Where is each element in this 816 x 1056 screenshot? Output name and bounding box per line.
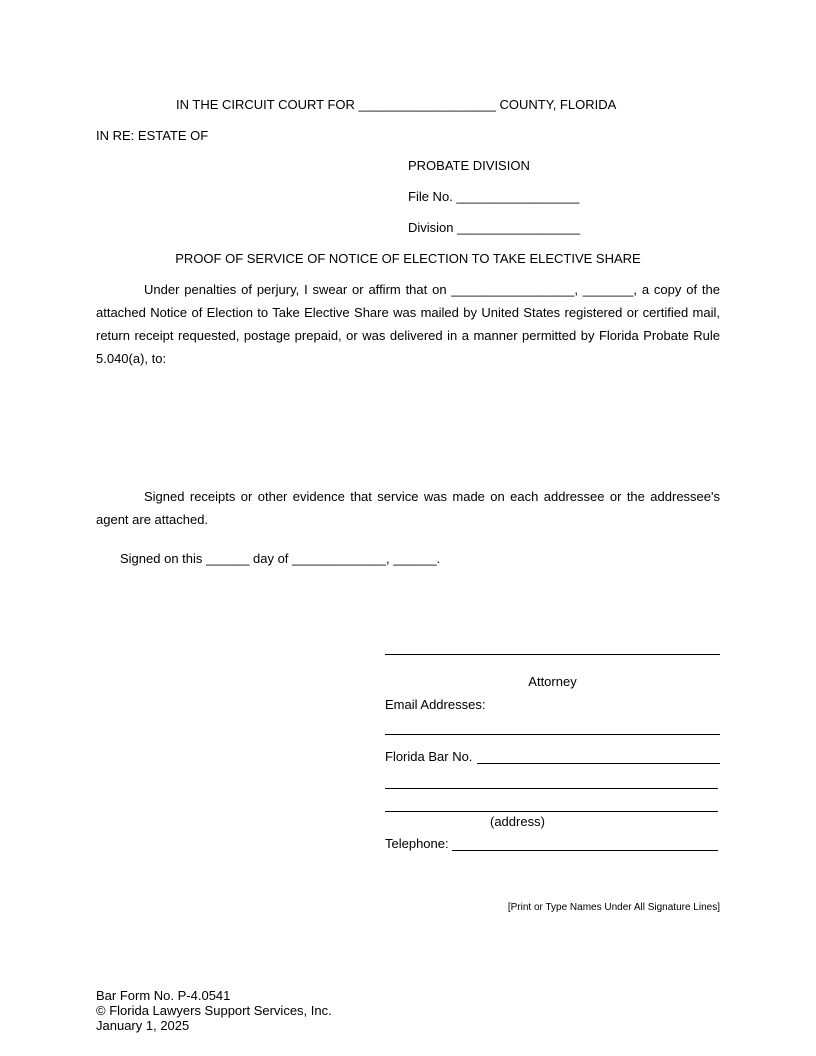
in-re-estate: IN RE: ESTATE OF: [96, 128, 209, 143]
court-line: IN THE CIRCUIT COURT FOR ___________________ COUNTY, FLORIDA: [176, 97, 617, 112]
receipts-paragraph: Signed receipts or other evidence that service was made on each addressee or the addressee's agent are attached.: [96, 489, 720, 527]
copyright-line: © Florida Lawyers Support Services, Inc.: [96, 1003, 332, 1018]
florida-bar-label: Florida Bar No.: [385, 749, 473, 764]
bar-number-line: [477, 763, 720, 764]
address-line-1: [385, 788, 718, 789]
address-line-2: [385, 811, 718, 812]
email-addresses-label: Email Addresses:: [385, 697, 486, 712]
form-date: January 1, 2025: [96, 1018, 190, 1033]
service-paragraph: Under penalties of perjury, I swear or affirm that on _________________, _______, a copy of the attached Notice of Election to Take Elective Share was mailed by United States registered or certified mail, return receipt requested, postage prepaid, or was delivered in a manner permitted by Florida Probate Rule 5.040(a), to:: [96, 282, 720, 366]
attorney-label: Attorney: [528, 674, 577, 689]
telephone-label: Telephone:: [385, 836, 449, 851]
document-title: PROOF OF SERVICE OF NOTICE OF ELECTION TO TAKE ELECTIVE SHARE: [175, 251, 641, 266]
file-number: File No. _________________: [408, 189, 580, 204]
signed-on-line: Signed on this ______ day of _____________, ______.: [120, 551, 441, 566]
address-label: (address): [490, 814, 545, 829]
bar-form-number: Bar Form No. P-4.0541: [96, 988, 231, 1003]
attorney-signature-line: [385, 654, 720, 655]
probate-division: PROBATE DIVISION: [408, 158, 530, 173]
division-line: Division _________________: [408, 220, 581, 235]
signature-note: [Print or Type Names Under All Signature Lines]: [507, 902, 720, 913]
telephone-line: [452, 850, 718, 851]
email-line: [385, 734, 720, 735]
